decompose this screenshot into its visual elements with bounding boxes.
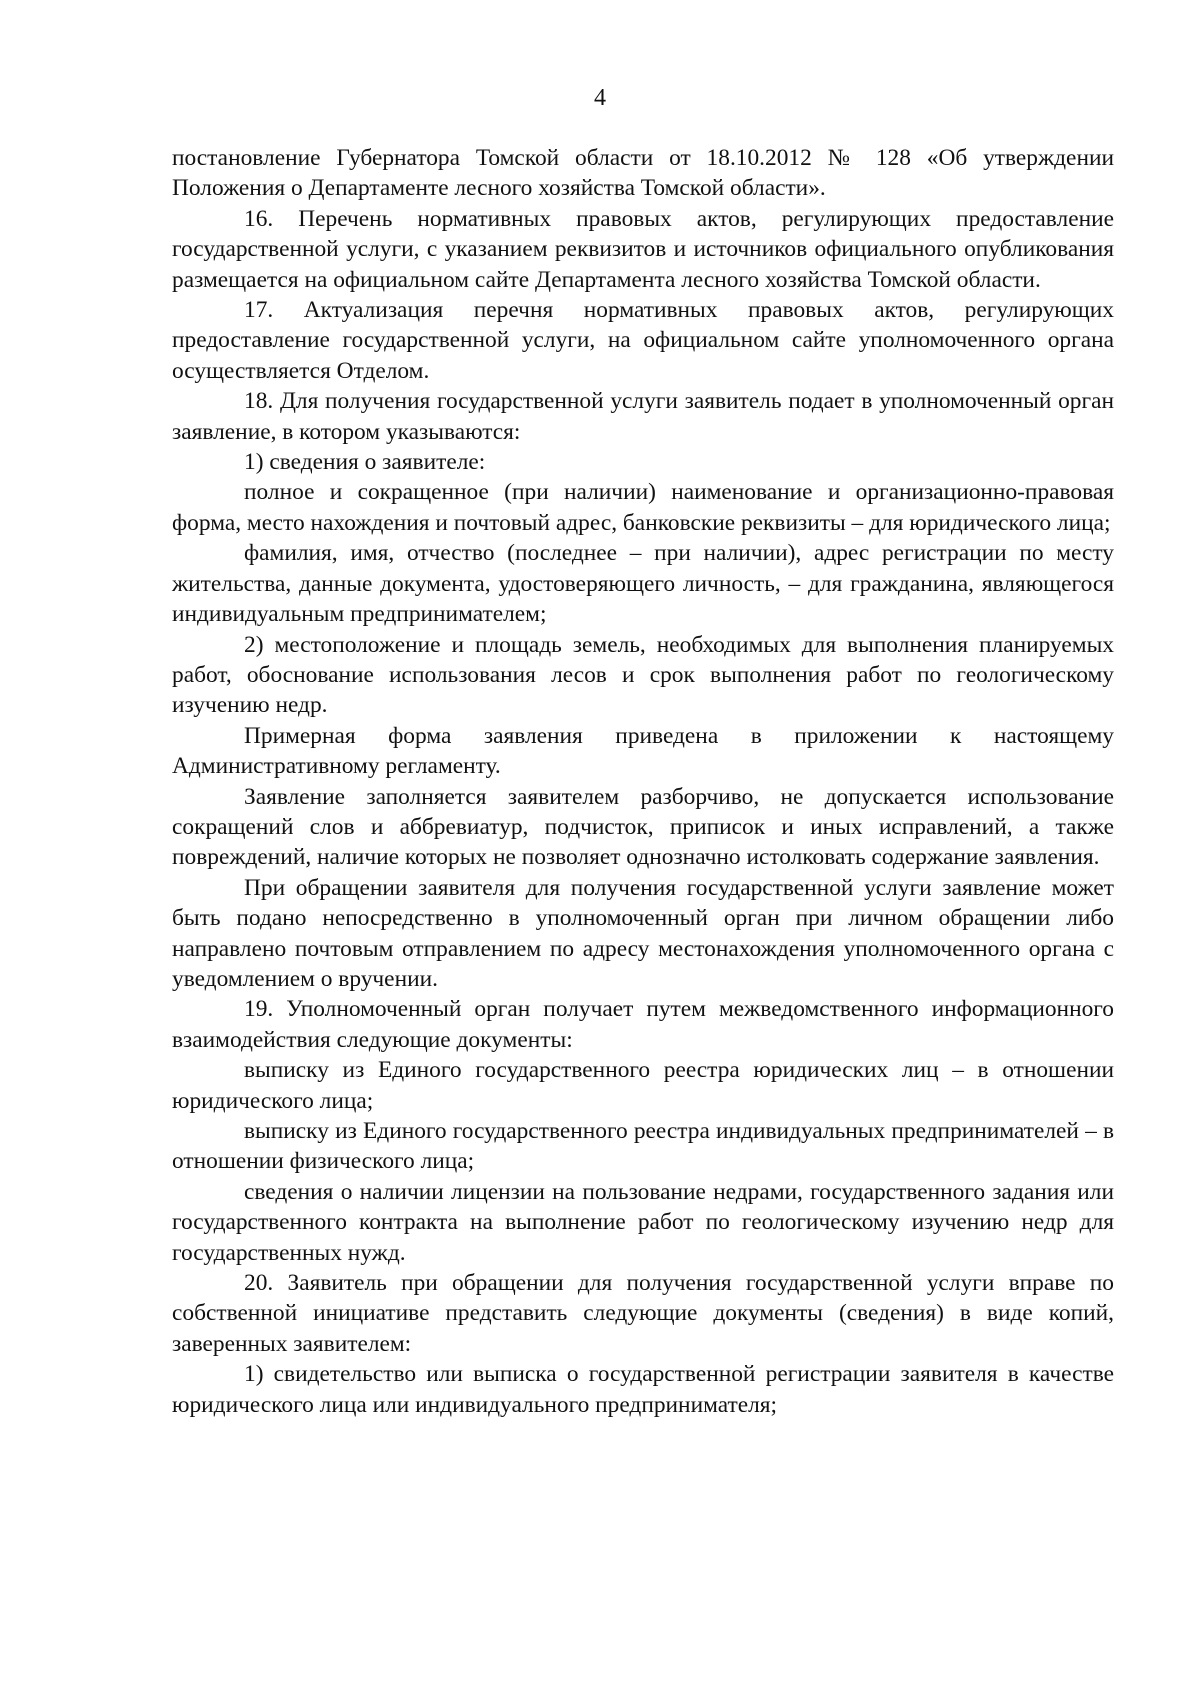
paragraph: Заявление заполняется заявителем разборчиво, не допускается использование сокращений слов и аббревиатур, подчисток, приписок и иных исправлений, а также повреждений, наличие которых не позволяет однозначно истолковать содержание заявления. (172, 783, 1114, 871)
paragraph: выписку из Единого государственного реестра индивидуальных предпринимателей – в отношении физического лица; (172, 1118, 1114, 1175)
paragraph: При обращении заявителя для получения государственной услуги заявление может быть подано непосредственно в уполномоченный орган при личном обращении либо направлено почтовым отправлением по адресу местонахождения уполномоченного органа с уведомлением о вручении. (172, 874, 1114, 992)
paragraph: фамилия, имя, отчество (последнее – при наличии), адрес регистрации по месту жительства, данные документа, удостоверяющего личность, – для гражданина, являющегося индивидуальным предпринимателем; (172, 540, 1114, 628)
paragraph: 20. Заявитель при обращении для получения государственной услуги вправе по собственной инициативе представить следующие документы (сведения) в виде копий, заверенных заявителем: (172, 1270, 1114, 1357)
paragraph: полное и сокращенное (при наличии) наименование и организационно-правовая форма, место нахождения и почтовый адрес, банковские реквизиты – для юридического лица; (172, 479, 1114, 536)
paragraph: 18. Для получения государственной услуги заявитель подает в уполномоченный орган заявление, в котором указываются: (172, 388, 1114, 445)
paragraph: Примерная форма заявления приведена в приложении к настоящему Административному регламенту. (172, 722, 1114, 780)
paragraph: 1) сведения о заявителе: (244, 449, 486, 476)
paragraph: 17. Актуализация перечня нормативных правовых актов, регулирующих предоставление государственной услуги, на официальном сайте уполномоченного органа осуществляется Отделом. (172, 297, 1114, 384)
paragraph: постановление Губернатора Томской области от 18.10.2012 № 128 «Об утверждении Положения о Департаменте лесного хозяйства Томской области». (172, 145, 1114, 202)
paragraph: 1) свидетельство или выписка о государственной регистрации заявителя в качестве юридического лица или индивидуального предпринимателя; (172, 1361, 1114, 1418)
paragraph: 16. Перечень нормативных правовых актов, регулирующих предоставление государственной услуги, с указанием реквизитов и источников официального опубликования размещается на официальном сайте Департамента лесного хозяйства Томской области. (172, 205, 1114, 293)
paragraph: сведения о наличии лицензии на пользование недрами, государственного задания или государственного контракта на выполнение работ по геологическому изучению недр для государственных нужд. (172, 1178, 1114, 1266)
paragraph: выписку из Единого государственного реестра юридических лиц – в отношении юридического лица; (172, 1057, 1114, 1114)
document-body (172, 143, 1114, 1420)
paragraph: 2) местоположение и площадь земель, необходимых для выполнения планируемых работ, обоснование использования лесов и срок выполнения работ по геологическому изучению недр. (172, 631, 1114, 719)
page-number: 4 (594, 85, 606, 111)
paragraph: 19. Уполномоченный орган получает путем межведомственного информационного взаимодействия следующие документы: (172, 996, 1114, 1053)
